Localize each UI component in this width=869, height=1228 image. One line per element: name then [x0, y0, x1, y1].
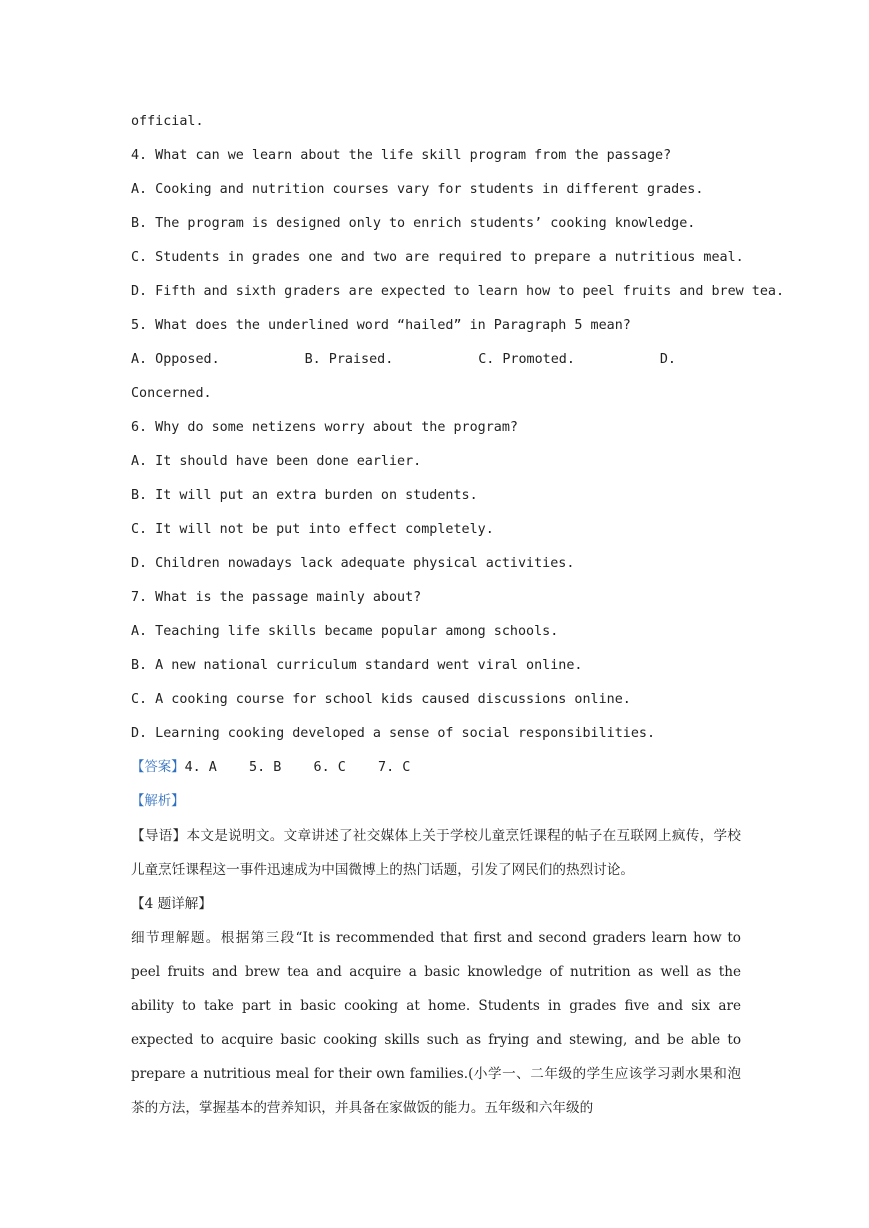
option-7d: D. Learning cooking developed a sense of social responsibilities. [131, 726, 656, 741]
text-line: official. [131, 114, 204, 129]
option-7a: A. Teaching life skills became popular among schools. [131, 624, 559, 639]
option-5b: B. Praised. [304, 352, 394, 367]
guide-paragraph: 【导语】本文是说明文。文章讲述了社交媒体上关于学校儿童烹饪课程的帖子在互联网上疯传，学校儿童烹饪课程这一事件迅速成为中国微博上的热门话题，引发了网民们的热烈讨论。 [131, 828, 741, 878]
question-5: 5. What does the underlined word “hailed” in Paragraph 5 mean? [131, 318, 631, 333]
option-4a: A. Cooking and nutrition courses vary for students in different grades. [131, 182, 704, 197]
option-6b: B. It will put an extra burden on students. [131, 488, 478, 503]
option-7c: C. A cooking course for school kids caused discussions online. [131, 692, 631, 707]
analysis-heading [131, 785, 741, 819]
analysis-label: 【解析】 [131, 794, 185, 809]
q4-heading: 【4 题详解】 [131, 896, 212, 912]
option-4b: B. The program is designed only to enrich students’ cooking knowledge. [131, 216, 696, 231]
option-5c: C. Promoted. [478, 352, 575, 367]
option-6c: C. It will not be put into effect completely. [131, 522, 494, 537]
option-5a: A. Opposed. [131, 352, 220, 367]
question-4: 4. What can we learn about the life skill program from the passage? [131, 148, 672, 163]
answer-text: 4. A 5. B 6. C 7. C [184, 760, 411, 775]
question-6: 6. Why do some netizens worry about the program? [131, 420, 518, 435]
option-6d: D. Children nowadays lack adequate physical activities. [131, 556, 575, 571]
options-5 [131, 343, 676, 377]
option-4d: D. Fifth and sixth graders are expected to learn how to peel fruits and brew tea. [131, 284, 785, 299]
option-5d-continued: Concerned. [131, 386, 212, 401]
option-7b: B. A new national curriculum standard went viral online. [131, 658, 583, 673]
option-6a: A. It should have been done earlier. [131, 454, 422, 469]
answer-label: 【答案】 [131, 760, 185, 775]
document-page [131, 105, 785, 1125]
q4-detail-paragraph: 细节理解题。根据第三段“It is recommended that first and second graders learn how to peel fruits and brew tea and acquire a basic knowledge of nutrition as well as the ability to take part in basic cooking at home. Students in grades five and six are expected to acquire basic cooking skills such as frying and stewing, and be able to prepare a nutritious meal for their own families.(小学一、二年级的学生应该学习剥水果和泡茶的方法，掌握基本的营养知识，并具备在家做饭的能力。五年级和六年级的 [131, 930, 741, 1116]
option-4c: C. Students in grades one and two are required to prepare a nutritious meal. [131, 250, 744, 265]
answer-line [131, 751, 741, 785]
question-7: 7. What is the passage mainly about? [131, 590, 422, 605]
option-5d: D. [659, 352, 676, 367]
